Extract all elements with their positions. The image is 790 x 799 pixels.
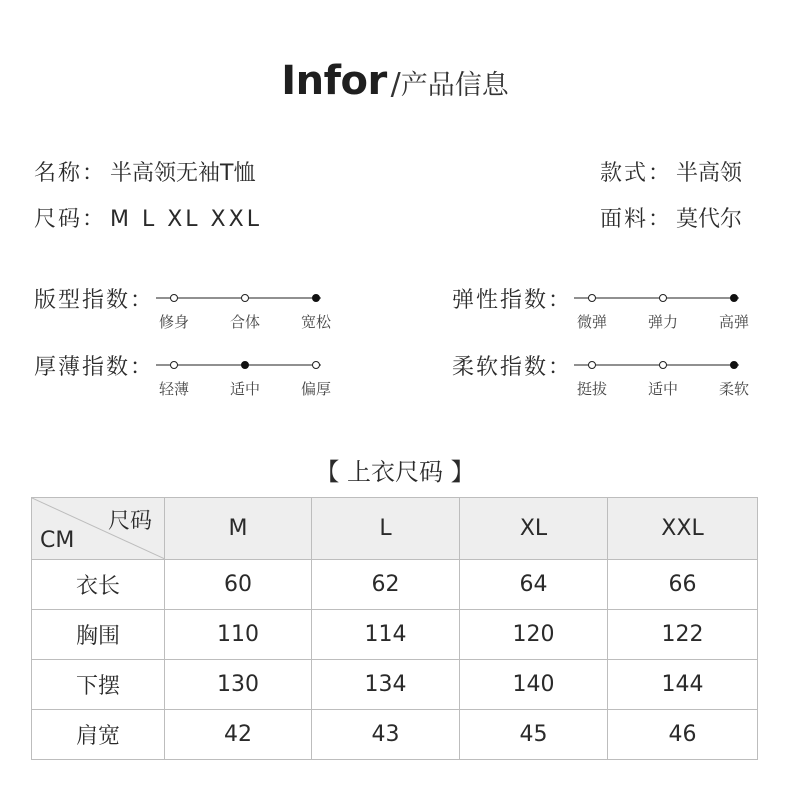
product-size <box>34 202 262 233</box>
product-style-label: 款式： <box>600 161 673 186</box>
table-cell: 60 <box>165 560 312 610</box>
thickness-index-dot <box>171 362 178 369</box>
table-cell: 140 <box>460 660 608 710</box>
softness-index <box>452 350 782 400</box>
softness-index-option: 挺拔 <box>576 380 608 398</box>
table-cell: 46 <box>608 710 758 760</box>
product-name-label: 名称： <box>34 161 107 186</box>
column-header: XL <box>460 498 608 560</box>
fit-index-option: 合体 <box>229 313 261 331</box>
product-style <box>600 156 742 187</box>
row-label: 衣长 <box>32 560 165 610</box>
table-row <box>32 710 758 760</box>
table-row <box>32 660 758 710</box>
table-cell: 120 <box>460 610 608 660</box>
table-cell: 110 <box>165 610 312 660</box>
table-cell: 114 <box>312 610 460 660</box>
table-cell: 43 <box>312 710 460 760</box>
fit-index-label: 版型指数： <box>34 288 155 313</box>
elasticity-index-option: 高弹 <box>718 313 750 331</box>
elasticity-index-scale <box>574 291 739 305</box>
product-name-value: 半高领无袖T恤 <box>110 161 256 186</box>
thickness-index-dot <box>242 362 249 369</box>
softness-index-option: 适中 <box>647 380 679 398</box>
thickness-index-dot <box>313 362 320 369</box>
elasticity-index-option: 弹力 <box>647 313 679 331</box>
column-header: M <box>165 498 312 560</box>
table-row <box>32 560 758 610</box>
size-table <box>31 497 758 760</box>
product-fabric <box>600 202 742 233</box>
title-chinese: 产品信息 <box>400 70 509 101</box>
thickness-index-option: 适中 <box>229 380 261 398</box>
elasticity-index <box>452 283 782 333</box>
page-title <box>0 58 790 104</box>
fit-index <box>34 283 364 333</box>
table-cell: 122 <box>608 610 758 660</box>
elasticity-index-option: 微弹 <box>576 313 608 331</box>
fit-index-option: 修身 <box>158 313 190 331</box>
product-fabric-label: 面料： <box>600 207 673 232</box>
corner-unit-label: CM <box>40 528 75 553</box>
thickness-index <box>34 350 364 400</box>
softness-index-scale <box>574 358 739 372</box>
table-cell: 42 <box>165 710 312 760</box>
softness-index-dot <box>660 362 667 369</box>
thickness-index-option: 轻薄 <box>158 380 190 398</box>
product-size-label: 尺码： <box>34 207 107 232</box>
table-row <box>32 610 758 660</box>
table-corner-cell <box>32 498 165 560</box>
fit-index-scale <box>156 291 321 305</box>
table-cell: 45 <box>460 710 608 760</box>
softness-index-option: 柔软 <box>718 380 750 398</box>
table-cell: 64 <box>460 560 608 610</box>
title-english: Infor <box>281 58 387 104</box>
product-name <box>34 156 255 187</box>
softness-index-label: 柔软指数： <box>452 355 573 380</box>
row-label: 肩宽 <box>32 710 165 760</box>
softness-index-dot <box>731 362 738 369</box>
table-header-row <box>32 498 758 560</box>
column-header: L <box>312 498 460 560</box>
elasticity-index-dot <box>660 295 667 302</box>
table-cell: 62 <box>312 560 460 610</box>
softness-index-dot <box>589 362 596 369</box>
product-style-value: 半高领 <box>676 161 743 186</box>
fit-index-dot <box>242 295 249 302</box>
fit-index-option: 宽松 <box>300 313 332 331</box>
table-cell: 66 <box>608 560 758 610</box>
column-header: XXL <box>608 498 758 560</box>
table-cell: 144 <box>608 660 758 710</box>
thickness-index-label: 厚薄指数： <box>34 355 155 380</box>
product-size-value: M L XL XXL <box>110 207 262 232</box>
elasticity-index-dot <box>589 295 596 302</box>
row-label: 下摆 <box>32 660 165 710</box>
corner-size-label: 尺码 <box>107 509 152 534</box>
thickness-index-option: 偏厚 <box>300 380 332 398</box>
row-label: 胸围 <box>32 610 165 660</box>
fit-index-dot <box>313 295 320 302</box>
thickness-index-scale <box>156 358 321 372</box>
size-table-title: 【 上衣尺码 】 <box>315 458 475 486</box>
product-fabric-value: 莫代尔 <box>676 207 743 232</box>
elasticity-index-label: 弹性指数： <box>452 288 573 313</box>
fit-index-dot <box>171 295 178 302</box>
table-cell: 134 <box>312 660 460 710</box>
table-cell: 130 <box>165 660 312 710</box>
title-separator: / <box>390 67 401 102</box>
elasticity-index-dot <box>731 295 738 302</box>
